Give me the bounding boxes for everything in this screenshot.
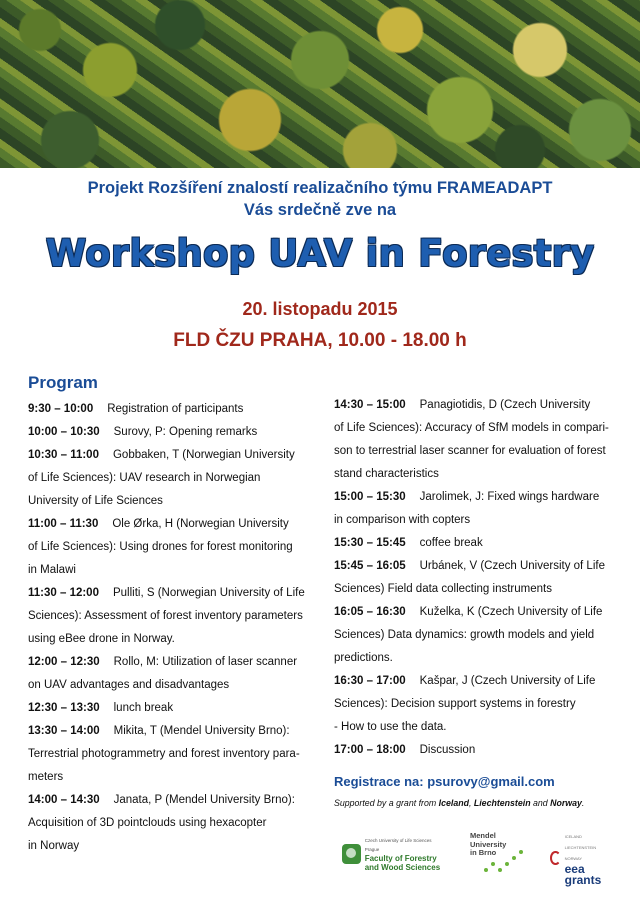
program-time: 11:30 – 12:00: [28, 587, 99, 599]
program-time: 15:00 – 15:30: [334, 491, 406, 503]
program-entry: [28, 421, 308, 444]
program-text: in comparison with copters: [334, 514, 471, 526]
program-entry: [334, 394, 616, 486]
program-text: Janata, P (Mendel University Brno):: [113, 794, 295, 806]
program-text: Acquisition of 3D pointclouds using hexacopter: [28, 817, 267, 829]
program-entry: [28, 513, 308, 582]
program-heading: Program: [28, 373, 98, 392]
program-text: Kuželka, K (Czech University of Life: [419, 606, 603, 618]
program-text: in Norway: [28, 840, 80, 852]
program-text: coffee break: [419, 537, 483, 549]
program-time: 9:30 – 10:00: [28, 403, 94, 415]
invitation-line: Vás srdečně zve na: [243, 201, 397, 219]
eea-circle-icon: [550, 851, 561, 865]
program-text: son to terrestrial laser scanner for evaluation of forest: [334, 445, 606, 457]
program-entry: [334, 670, 616, 739]
program-left-column: [28, 398, 308, 858]
program-text: Terrestrial photogrammetry and forest inventory para-: [28, 748, 300, 760]
event-date: 20. listopadu 2015: [242, 299, 398, 319]
workshop-title: Workshop UAV in Forestry: [45, 232, 595, 275]
program-text: of Life Sciences): Using drones for forest monitoring: [28, 541, 293, 553]
program-text: Jarolimek, J: Fixed wings hardware: [419, 491, 600, 503]
program-text: predictions.: [334, 652, 393, 664]
program-entry: [28, 651, 308, 697]
program-entry: [334, 601, 616, 670]
faculty-forestry-logo: Czech University of Life Sciences Prague Faculty of Forestry and Wood Sciences: [342, 838, 442, 870]
registration-contact: Registrace na: psurovy@gmail.com: [334, 774, 555, 789]
program-time: 11:00 – 11:30: [28, 518, 99, 530]
event-place: FLD ČZU PRAHA, 10.00 - 18.00 h: [173, 330, 467, 351]
program-text: using eBee drone in Norway.: [28, 633, 175, 645]
program-text: Pulliti, S (Norwegian University of Life: [112, 587, 305, 599]
program-text: stand characteristics: [334, 468, 439, 480]
mendel-university-logo: Mendel University in Brno: [470, 832, 530, 878]
program-time: 16:30 – 17:00: [334, 675, 406, 687]
program-time: 10:00 – 10:30: [28, 426, 100, 438]
program-entry: [28, 697, 308, 720]
program-text: Sciences) Data dynamics: growth models and yield: [334, 629, 595, 641]
grant-support-note: Supported by a grant from Iceland, Liechtenstein and Norway.: [334, 798, 585, 808]
program-text: of Life Sciences): Accuracy of SfM models in compari-: [334, 422, 609, 434]
program-text: Gobbaken, T (Norwegian University: [112, 449, 295, 461]
program-text: meters: [28, 771, 64, 783]
program-text: Urbánek, V (Czech University of Life: [419, 560, 605, 572]
project-line: Projekt Rozšíření znalostí realizačního týmu FRAMEADAPT: [87, 179, 553, 197]
program-time: 14:30 – 15:00: [334, 399, 406, 411]
program-text: Sciences): Decision support systems in forestry: [334, 698, 576, 710]
program-text: Sciences): Assessment of forest inventory parameters: [28, 610, 303, 622]
program-text: Sciences) Field data collecting instruments: [334, 583, 552, 595]
program-text: lunch break: [113, 702, 174, 714]
program-entry: [28, 398, 308, 421]
program-text: Registration of participants: [107, 403, 244, 415]
program-text: on UAV advantages and disadvantages: [28, 679, 230, 691]
program-right-column: [334, 394, 616, 762]
program-entry: [28, 582, 308, 651]
program-entry: [334, 739, 616, 762]
program-text: - How to use the data.: [334, 721, 447, 733]
program-time: 15:45 – 16:05: [334, 560, 406, 572]
program-entry: [28, 789, 308, 858]
program-entry: [334, 555, 616, 601]
program-text: in Malawi: [28, 564, 76, 576]
leaf-icon: [342, 844, 361, 864]
program-text: Panagiotidis, D (Czech University: [419, 399, 591, 411]
program-entry: [28, 444, 308, 513]
program-text: Mikita, T (Mendel University Brno):: [113, 725, 290, 737]
program-text: of Life Sciences): UAV research in Norwegian: [28, 472, 261, 484]
program-text: Kašpar, J (Czech University of Life: [419, 675, 596, 687]
program-time: 16:05 – 16:30: [334, 606, 406, 618]
program-text: Ole Ørka, H (Norwegian University: [112, 518, 289, 530]
program-text: Surovy, P: Opening remarks: [113, 426, 258, 438]
forest-aerial-photo: [0, 0, 640, 168]
program-entry: [334, 486, 616, 532]
program-time: 17:00 – 18:00: [334, 744, 406, 756]
program-text: University of Life Sciences: [28, 495, 163, 507]
program-time: 15:30 – 15:45: [334, 537, 406, 549]
program-text: Discussion: [419, 744, 476, 756]
program-time: 10:30 – 11:00: [28, 449, 99, 461]
program-time: 12:00 – 12:30: [28, 656, 100, 668]
program-time: 13:30 – 14:00: [28, 725, 100, 737]
program-entry: [28, 720, 308, 789]
program-text: Rollo, M: Utilization of laser scanner: [113, 656, 298, 668]
program-time: 14:00 – 14:30: [28, 794, 100, 806]
eea-grants-logo: ICELAND LIECHTENSTEIN NORWAY eea grants: [550, 838, 610, 878]
program-time: 12:30 – 13:30: [28, 702, 100, 714]
program-entry: [334, 532, 616, 555]
